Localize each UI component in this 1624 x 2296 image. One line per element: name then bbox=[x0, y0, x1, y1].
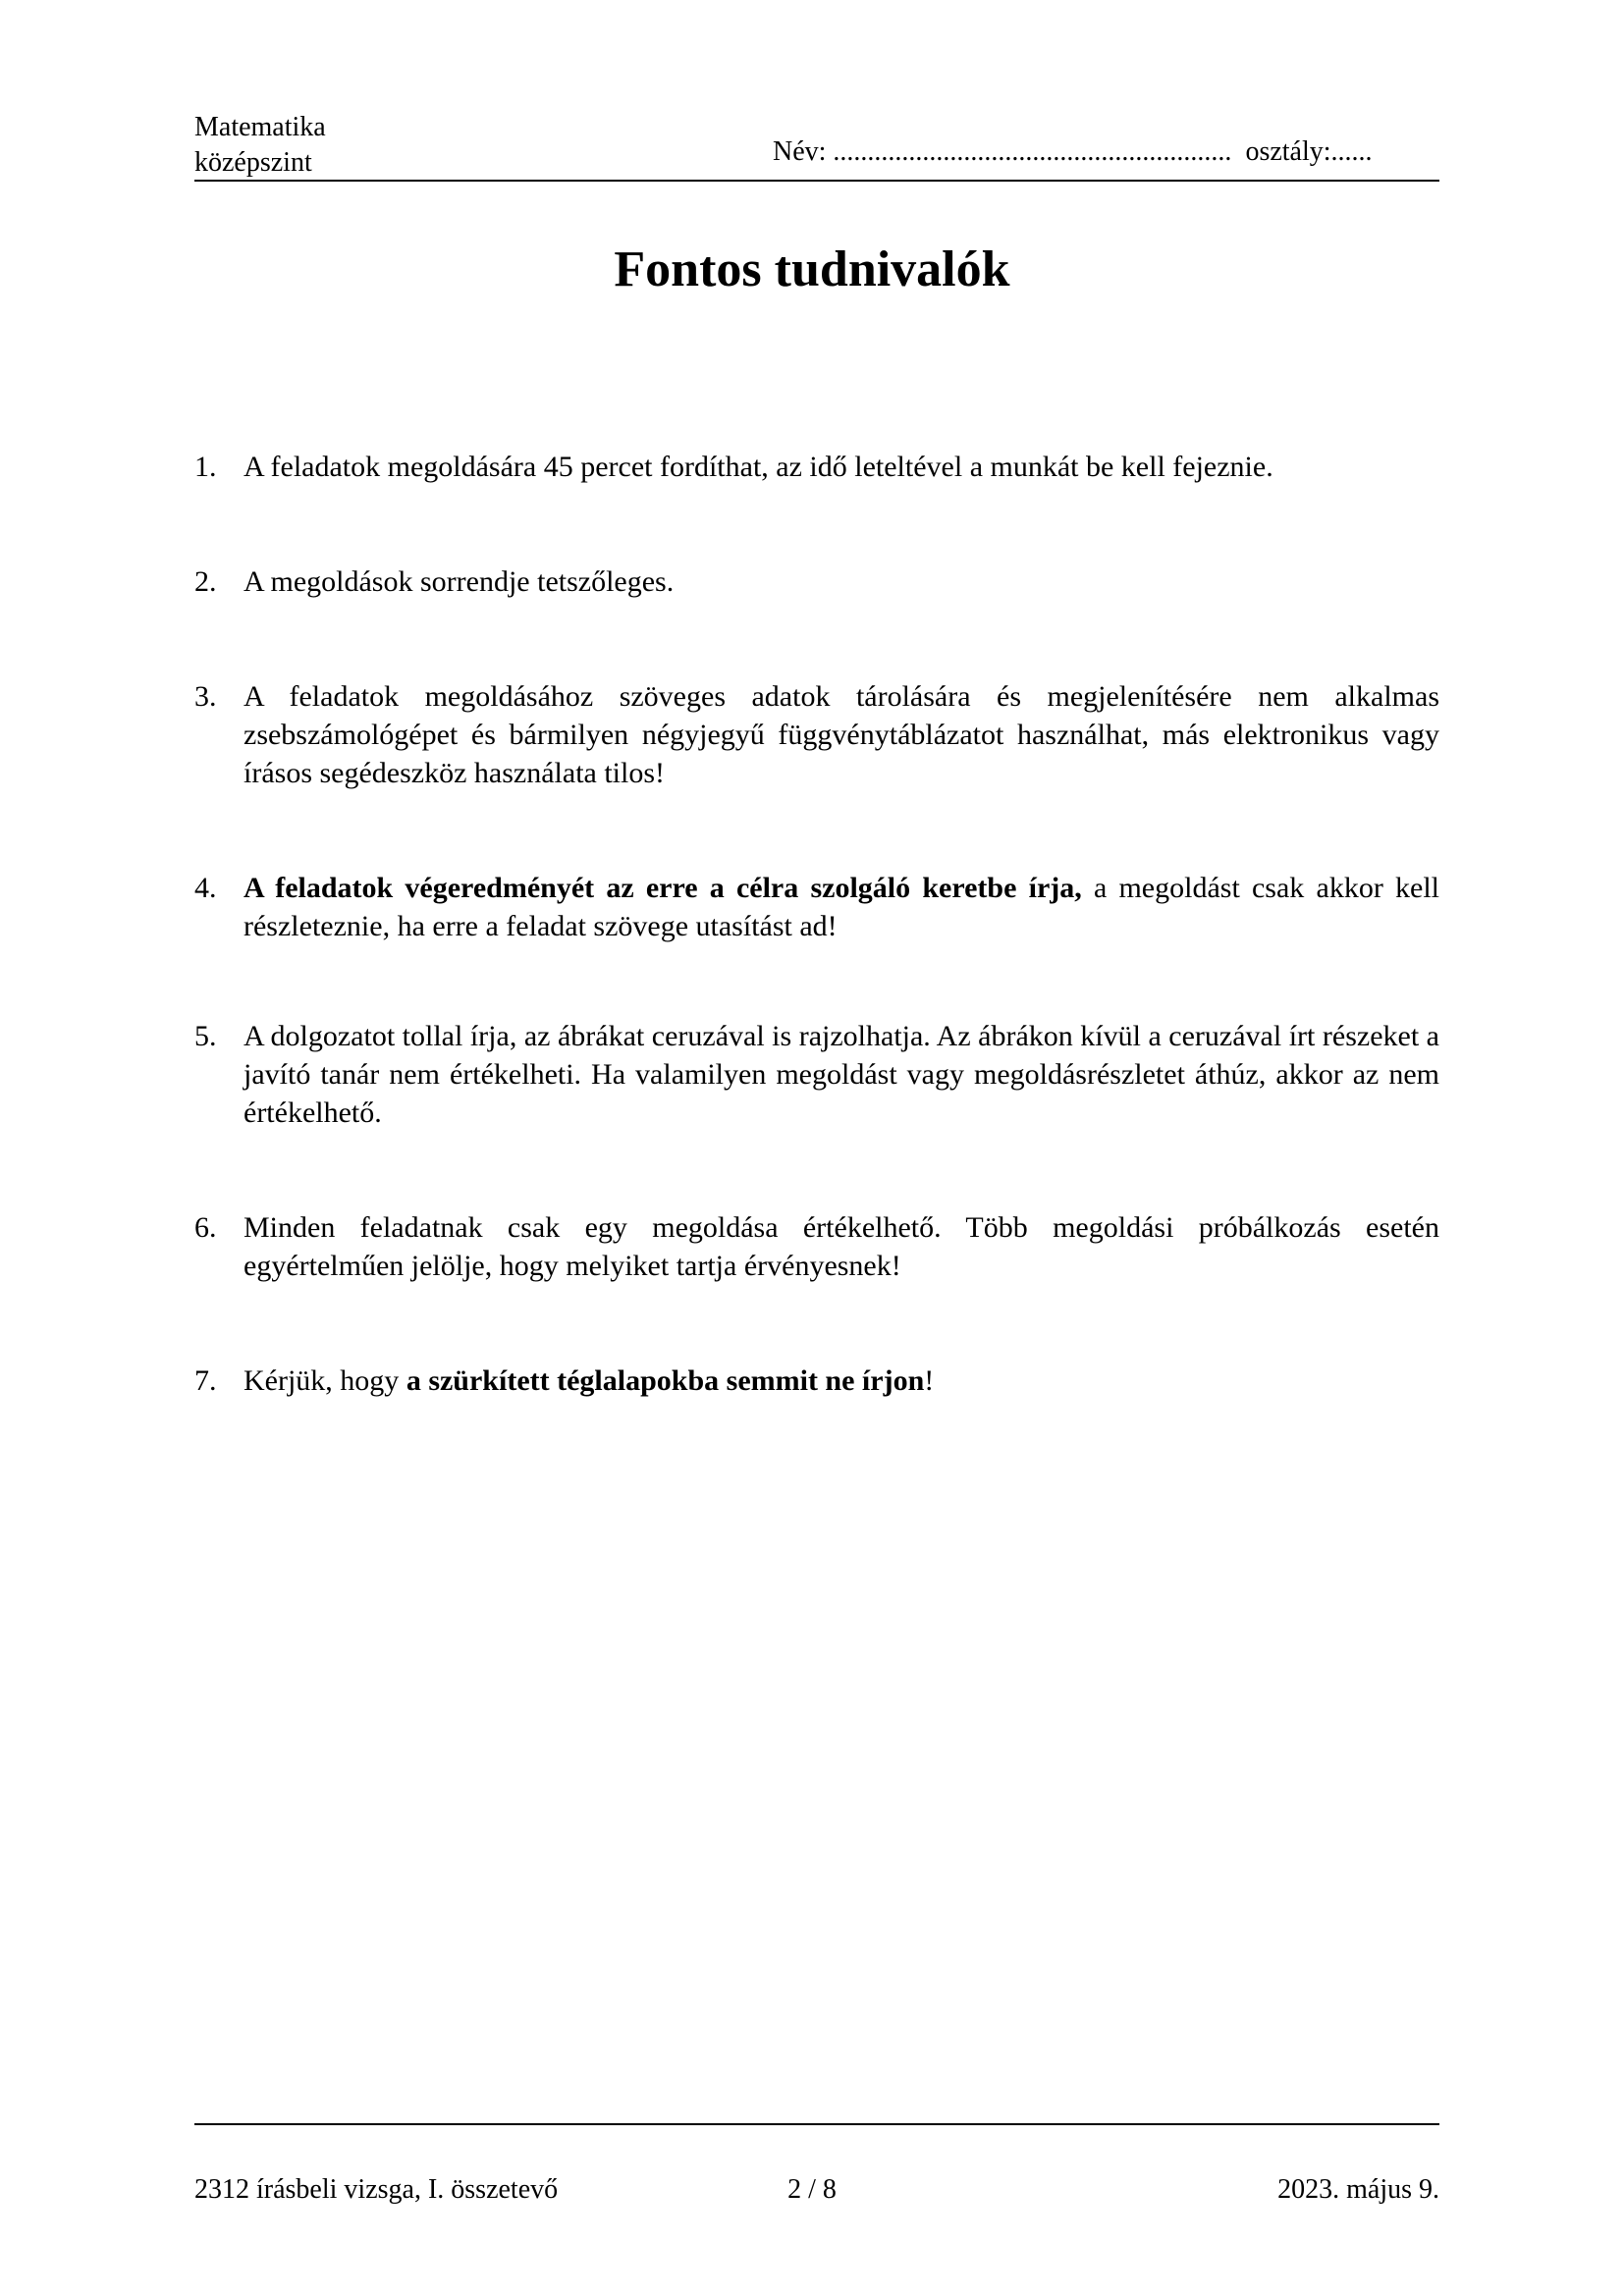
instruction-item-3 bbox=[194, 677, 1439, 792]
instruction-bold-text: A feladatok végeredményét az erre a célra szolgáló keretbe írja, bbox=[244, 872, 1082, 904]
instruction-number: 6. bbox=[194, 1211, 217, 1244]
instruction-text bbox=[244, 1362, 1439, 1400]
instruction-text: A feladatok megoldásához szöveges adatok tárolására és megjelenítésére nem alkalmas zsebszámológépet és bármilyen négyjegyű függvénytáblázatot használhat, más elektronikus vagy írásos segédeszköz használata tilos! bbox=[244, 680, 1439, 789]
instruction-number: 5. bbox=[194, 1020, 217, 1052]
instruction-text: A megoldások sorrendje tetszőleges. bbox=[244, 565, 675, 598]
instruction-item-6 bbox=[194, 1208, 1439, 1285]
instruction-item-4 bbox=[194, 869, 1439, 945]
instruction-pre-text: Kérjük, hogy bbox=[244, 1364, 406, 1397]
footer-rule bbox=[194, 2123, 1439, 2125]
instruction-rest-text: a megoldást csak akkor kell részleteznie, ha erre a feladat szövege utasítást ad! bbox=[244, 872, 1439, 942]
instruction-number: 7. bbox=[194, 1364, 217, 1397]
name-field: Név: .......................................................... bbox=[773, 136, 1232, 167]
header-name-class bbox=[773, 134, 1373, 170]
footer-page-number: 2 / 8 bbox=[787, 2174, 837, 2205]
instruction-item-2 bbox=[194, 562, 1439, 601]
instruction-item-5 bbox=[194, 1017, 1439, 1132]
footer-exam: 2312 írásbeli vizsga, I. összetevő bbox=[194, 2174, 559, 2205]
instruction-number: 4. bbox=[194, 872, 217, 904]
instruction-text: A feladatok megoldására 45 percet fordíthat, az idő leteltével a munkát be kell fejeznie. bbox=[244, 451, 1273, 483]
instruction-bold-text: a szürkített téglalapokba semmit ne írjon bbox=[406, 1364, 925, 1397]
header-subject-block bbox=[194, 110, 326, 181]
instruction-text bbox=[244, 869, 1439, 945]
instruction-text: A dolgozatot tollal írja, az ábrákat ceruzával is rajzolhatja. Az ábrákon kívül a ceruzával írt részeket a javító tanár nem értékelheti. Ha valamilyen megoldást vagy megoldásrészletet áthúz, akkor az nem értékelhető. bbox=[244, 1020, 1439, 1129]
subject-label: Matematika bbox=[194, 112, 326, 142]
instruction-number: 3. bbox=[194, 680, 217, 713]
header-rule bbox=[194, 180, 1439, 182]
instruction-number: 2. bbox=[194, 565, 217, 598]
footer-date: 2023. május 9. bbox=[1277, 2174, 1439, 2205]
instruction-item-7 bbox=[194, 1362, 1439, 1400]
instruction-number: 1. bbox=[194, 451, 217, 483]
page-title: Fontos tudnivalók bbox=[614, 241, 1010, 297]
instruction-post-text: ! bbox=[924, 1364, 935, 1397]
instruction-text: Minden feladatnak csak egy megoldása értékelhető. Több megoldási próbálkozás esetén egyértelműen jelölje, hogy melyiket tartja érvényesnek! bbox=[244, 1211, 1439, 1282]
level-label: középszint bbox=[194, 147, 312, 178]
instruction-item-1 bbox=[194, 448, 1439, 486]
class-field: osztály:...... bbox=[1245, 136, 1373, 167]
